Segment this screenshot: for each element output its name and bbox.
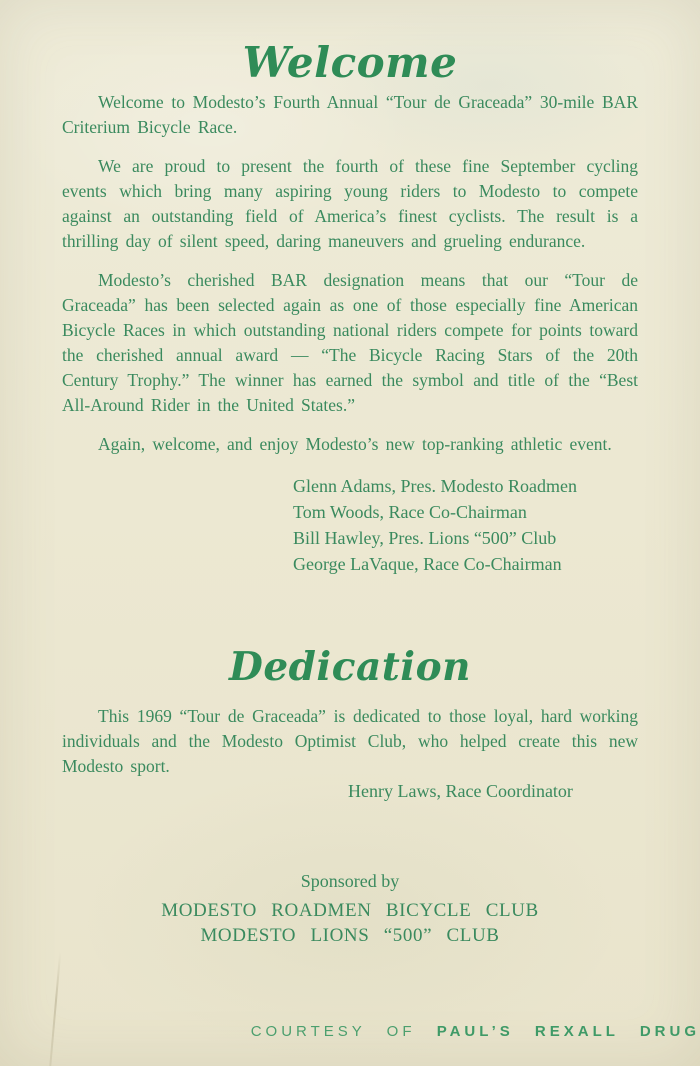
paper-crease (49, 952, 61, 1066)
signatory-tom-woods: Tom Woods, Race Co-Chairman (293, 502, 527, 522)
welcome-paragraph-1: Welcome to Modesto’s Fourth Annual “Tour de Graceada” 30-mile BAR Criterium Bicycle Race. (62, 92, 638, 137)
sponsors-section (62, 868, 638, 948)
welcome-paragraph-3: Modesto’s cherished BAR designation means that our “Tour de Graceada” has been selected again as one of those especially fine American Bicycle Races in which outstanding national riders compete for points toward the cherished annual award — “The Bicycle Racing Stars of the 20th Century Trophy.” The winner has earned the symbol and title of the “Best All-Around Rider in the United States.” (62, 270, 638, 415)
welcome-paragraph-2: We are proud to present the fourth of these fine September cycling events which bring many aspiring young riders to Modesto to compete against an outstanding field of America’s finest cyclists. The result is a thrilling day of silent speed, daring maneuvers and grueling endurance. (62, 156, 638, 251)
signatory-george-lavaque: George LaVaque, Race Co-Chairman (293, 554, 562, 574)
dedication-paragraph: This 1969 “Tour de Graceada” is dedicated to those loyal, hard working individuals and the Modesto Optimist Club, who helped create this new Modesto sport. (62, 706, 638, 776)
welcome-heading: Welcome (242, 38, 458, 87)
courtesy-prefix-label: COURTESY OF (250, 1023, 416, 1040)
sponsor-modesto-lions: MODESTO LIONS “500” CLUB (200, 925, 500, 946)
signatory-bill-hawley: Bill Hawley, Pres. Lions “500” Club (293, 528, 557, 548)
welcome-paragraph-4: Again, welcome, and enjoy Modesto’s new top-ranking athletic event. (98, 434, 612, 454)
signatory-glenn-adams: Glenn Adams, Pres. Modesto Roadmen (293, 476, 577, 496)
dedication-signatory: Henry Laws, Race Coordinator (348, 781, 573, 801)
sponsored-by-label: Sponsored by (300, 871, 400, 891)
dedication-heading: Dedication (229, 644, 471, 690)
sponsor-modesto-roadmen: MODESTO ROADMEN BICYCLE CLUB (161, 900, 539, 921)
welcome-signatory-list (293, 473, 638, 577)
courtesy-sponsor-name: PAUL’S REXALL DRUG (436, 1023, 700, 1040)
courtesy-footer (251, 1023, 700, 1040)
